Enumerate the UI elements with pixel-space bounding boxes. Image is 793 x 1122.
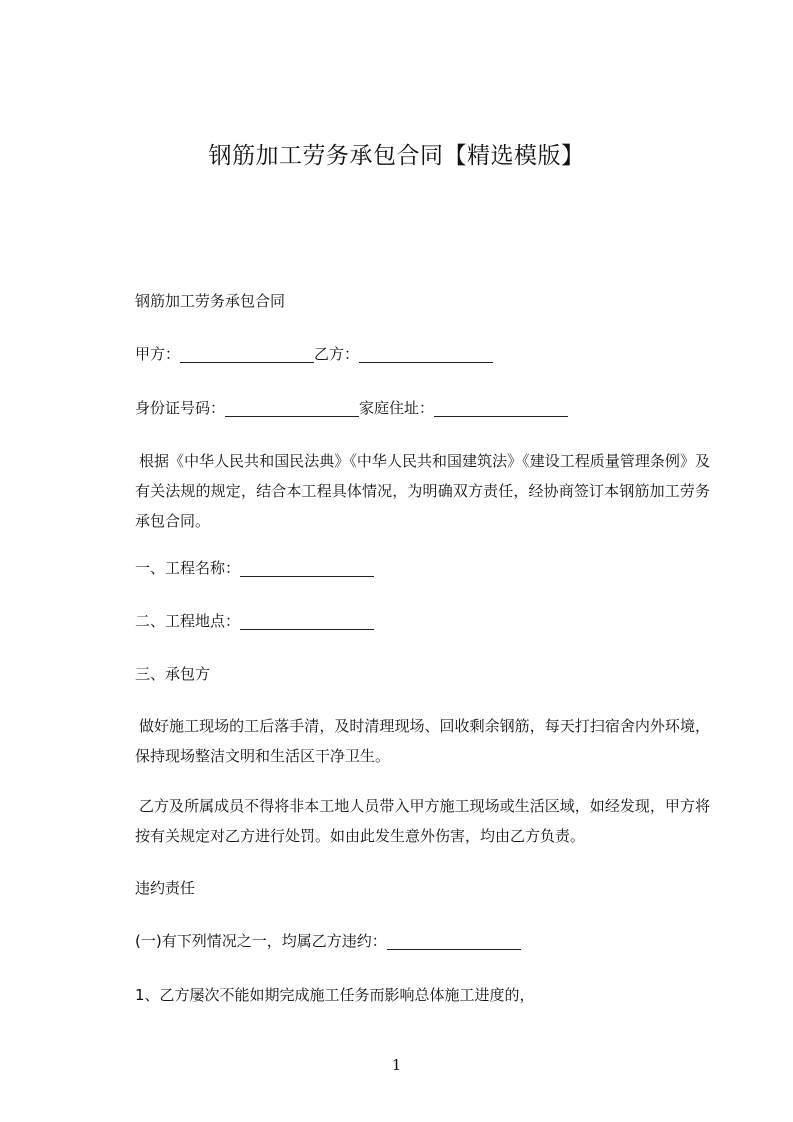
project-location-line xyxy=(135,607,710,635)
address-label: 家庭住址： xyxy=(359,399,435,417)
id-number-label: 身份证号码： xyxy=(135,399,226,417)
breach-item-1: 1、乙方屡次不能如期完成施工任务而影响总体施工进度的， xyxy=(135,986,535,1004)
party-a-blank xyxy=(180,344,314,363)
breach-sub-line xyxy=(135,927,710,955)
breach-sub-blank xyxy=(387,931,521,950)
party-line xyxy=(135,340,710,368)
party-b-label: 乙方： xyxy=(314,345,360,363)
contractor-heading: 三、承包方 xyxy=(135,665,211,683)
contract-subtitle: 钢筋加工劳务承包合同 xyxy=(135,292,286,310)
project-name-line xyxy=(135,554,710,582)
party-a-label: 甲方： xyxy=(135,345,181,363)
cleanup-paragraph: 做好施工现场的工后落手清，及时清理现场、回收剩余钢筋，每天打扫宿舍内外环境，保持现场整洁文明和生活区干净卫生。 xyxy=(135,717,710,765)
project-name-label: 一、工程名称： xyxy=(135,559,241,577)
id-number-blank xyxy=(225,398,359,417)
id-address-line xyxy=(135,394,710,422)
breach-heading: 违约责任 xyxy=(135,879,196,897)
address-blank xyxy=(434,398,568,417)
project-name-blank xyxy=(240,558,374,577)
project-location-blank xyxy=(240,611,374,630)
project-location-label: 二、工程地点： xyxy=(135,612,241,630)
outsiders-paragraph: 乙方及所属成员不得将非本工地人员带入甲方施工现场或生活区域，如经发现，甲方将按有关规定对乙方进行处罚。如由此发生意外伤害，均由乙方负责。 xyxy=(135,797,710,845)
document-title: 钢筋加工劳务承包合同【精选模版】 xyxy=(208,143,585,169)
party-b-blank xyxy=(359,344,493,363)
page-number: 1 xyxy=(391,1056,402,1074)
breach-sub-label: (一)有下列情况之一，均属乙方违约： xyxy=(135,932,387,950)
intro-paragraph: 根据《中华人民共和国民法典》《中华人民共和国建筑法》《建设工程质量管理条例》及有关法规的规定，结合本工程具体情况，为明确双方责任，经协商签订本钢筋加工劳务承包合同。 xyxy=(135,452,710,530)
